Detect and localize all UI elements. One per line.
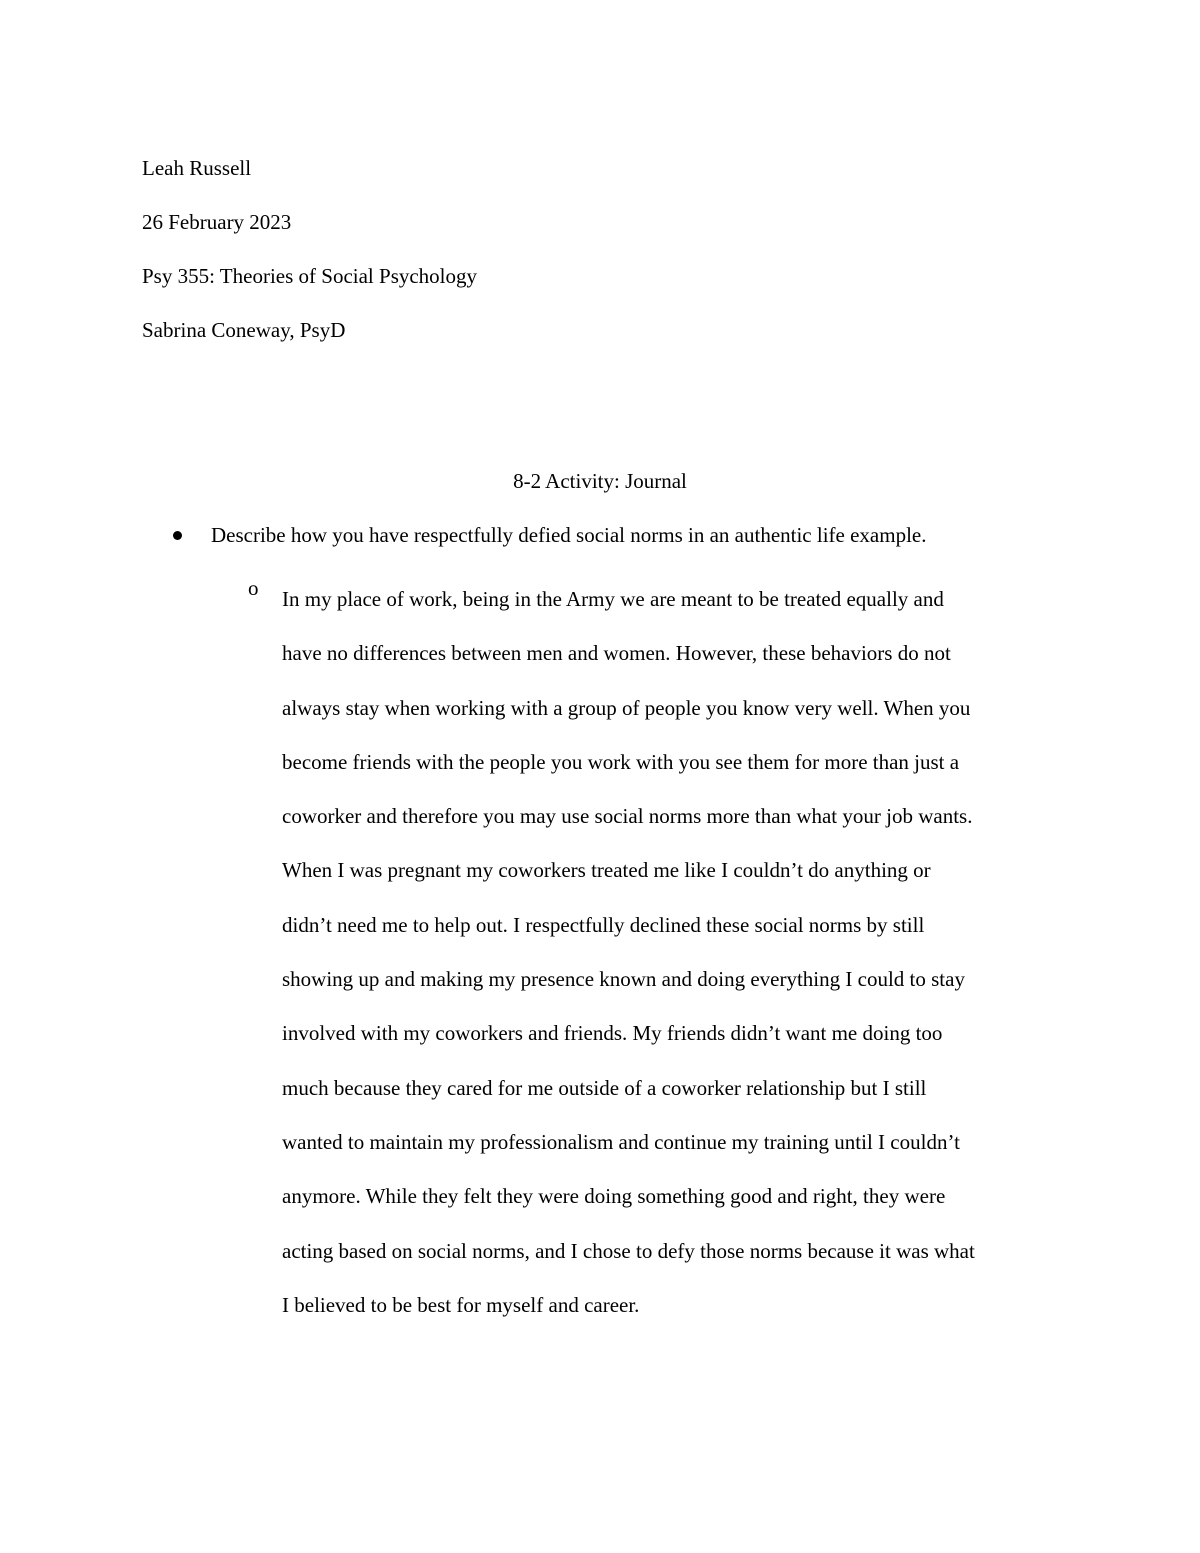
prompt-text: Describe how you have respectfully defied social norms in an authentic life example. (211, 523, 927, 547)
answer-line: involved with my coworkers and friends. My friends didn’t want me doing too (282, 1021, 943, 1046)
answer-line: much because they cared for me outside of a coworker relationship but I still (282, 1075, 927, 1100)
bullet-circle-icon: o (248, 576, 259, 600)
answer-line: wanted to maintain my professionalism and continue my training until I couldn’t (282, 1129, 960, 1154)
submission-date: 26 February 2023 (142, 210, 292, 234)
instructor-name: Sabrina Coneway, PsyD (142, 318, 346, 342)
answer-line: didn’t need me to help out. I respectfully declined these social norms by still (282, 912, 925, 937)
header-block (142, 141, 1042, 357)
document-title: 8-2 Activity: Journal (513, 469, 687, 493)
bullet-disc-icon (173, 531, 182, 540)
answer-line: have no differences between men and women. However, these behaviors do not (282, 641, 951, 666)
answer-line: coworker and therefore you may use social norms more than what your job wants. (282, 804, 973, 829)
author-name: Leah Russell (142, 156, 252, 180)
answer-line: always stay when working with a group of people you know very well. When you (282, 695, 971, 720)
answer-line: In my place of work, being in the Army we are meant to be treated equally and (282, 587, 944, 611)
answer-line: showing up and making my presence known and doing everything I could to stay (282, 967, 965, 992)
answer-line: anymore. While they felt they were doing something good and right, they were (282, 1184, 946, 1209)
course-name: Psy 355: Theories of Social Psychology (142, 264, 478, 288)
answer-line: become friends with the people you work with you see them for more than just a (282, 749, 960, 774)
answer-paragraph (282, 572, 1072, 1332)
answer-line: acting based on social norms, and I chose to defy those norms because it was what (282, 1238, 975, 1263)
answer-line: I believed to be best for myself and career. (282, 1292, 640, 1317)
answer-line: When I was pregnant my coworkers treated me like I couldn’t do anything or (282, 858, 931, 883)
